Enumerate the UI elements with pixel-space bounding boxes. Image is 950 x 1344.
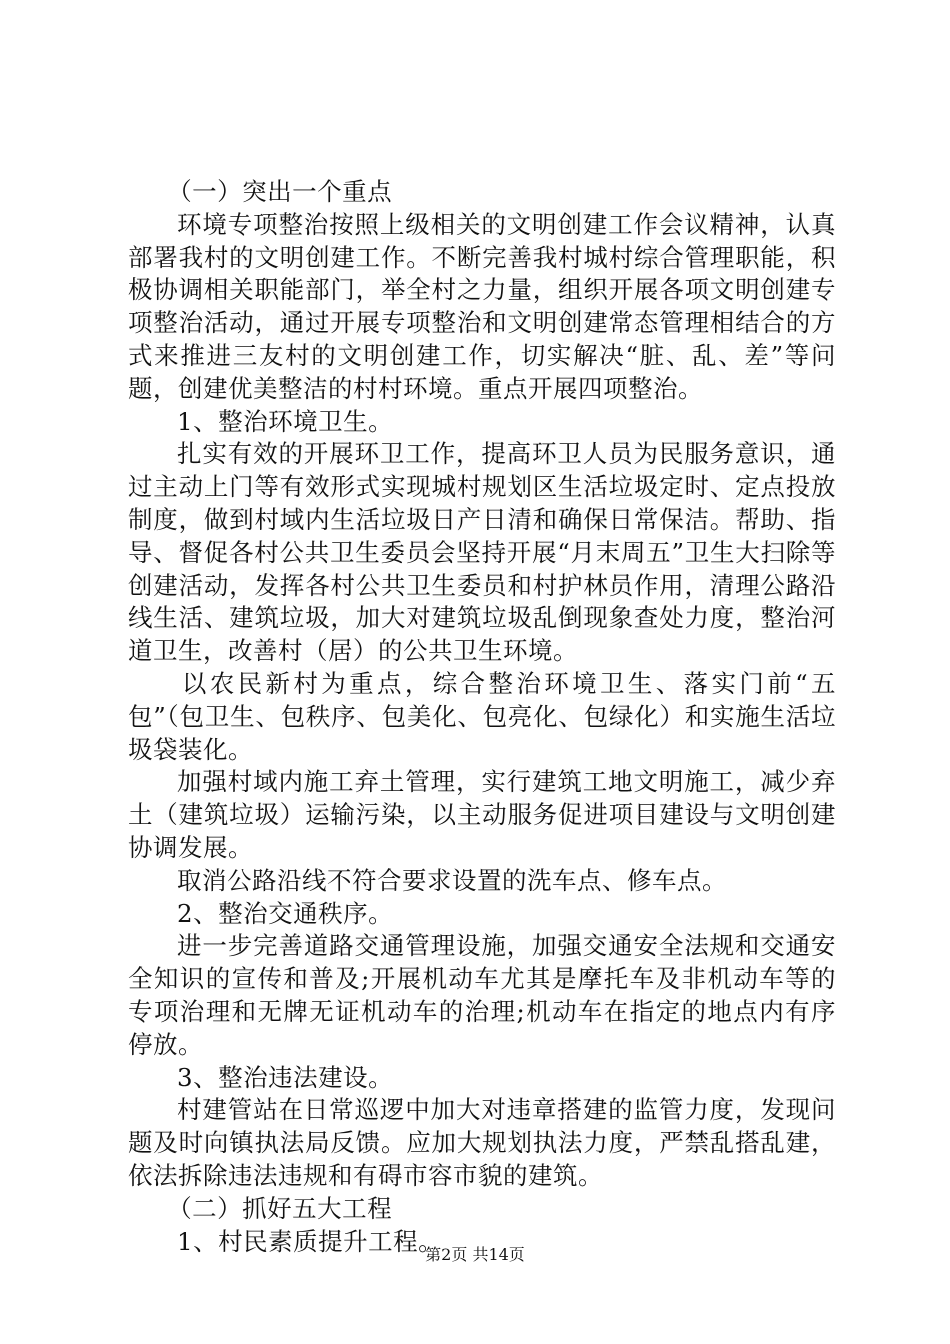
paragraph-car-wash: 取消公路沿线不符合要求设置的洗车点、修车点。 [177,865,727,895]
page-footer: 第2页 共14页 [425,1245,525,1264]
paragraph-intro: 环境专项整治按照上级相关的文明创建工作会议精神，认真部署我村的文明创建工作。不断完善我村城村综合管理职能，积极协调相关职能部门，举全村之力量，组织开展各项文明创建专项整治活动，通过开展专项整治和文明创建常态管理相结合的方式来推进三友村的文明创建工作，切实解决“脏、乱、差”等问题，创建优美整洁的村村环境。重点开展四项整治。 [128,209,836,403]
paragraph-construction: 加强村域内施工弃土管理，实行建筑工地文明施工，减少弃土（建筑垃圾）运输污染，以主动服务促进项目建设与文明创建协调发展。 [128,767,836,862]
paragraph-sanitation: 扎实有效的开展环卫工作，提高环卫人员为民服务意识，通过主动上门等有效形式实现城村规划区生活垃圾定时、定点投放制度，做到村域内生活垃圾日产日清和确保日常保洁。帮助、指导、督促各村公共卫生委员会坚持开展“月末周五”卫生大扫除等创建活动，发挥各村公共卫生委员和村护林员作用，清理公路沿线生活、建筑垃圾，加大对建筑垃圾乱倒现象查处力度，整治河道卫生，改善村（居）的公共卫生环境。 [128,439,836,666]
subheading-quality: 1、村民素质提升工程。 [177,1226,444,1256]
subheading-traffic: 2、整治交通秩序。 [177,898,394,928]
subheading-illegal-building: 3、整治违法建设。 [177,1062,394,1092]
document-body [128,176,836,1258]
paragraph-illegal-building: 村建管站在日常巡逻中加大对违章搭建的监管力度，发现问题及时向镇执法局反馈。应加大规划执法力度，严禁乱搭乱建，依法拆除违法违规和有碍市容市貌的建筑。 [128,1095,836,1190]
subheading-sanitation: 1、整治环境卫生。 [177,406,394,436]
paragraph-new-village: 以农民新村为重点，综合整治环境卫生、落实门前“五包”（包卫生、包秩序、包美化、包亮化、包绿化）和实施生活垃圾袋装化。 [128,668,836,764]
section-heading-1: （一）突出一个重点 [167,177,393,206]
section-heading-2: （二）抓好五大工程 [167,1193,393,1223]
paragraph-traffic: 进一步完善道路交通管理设施，加强交通安全法规和交通安全知识的宣传和普及;开展机动车尤其是摩托车及非机动车等的专项治理和无牌无证机动车的治理;机动车在指定的地点内有序停放。 [128,931,836,1059]
